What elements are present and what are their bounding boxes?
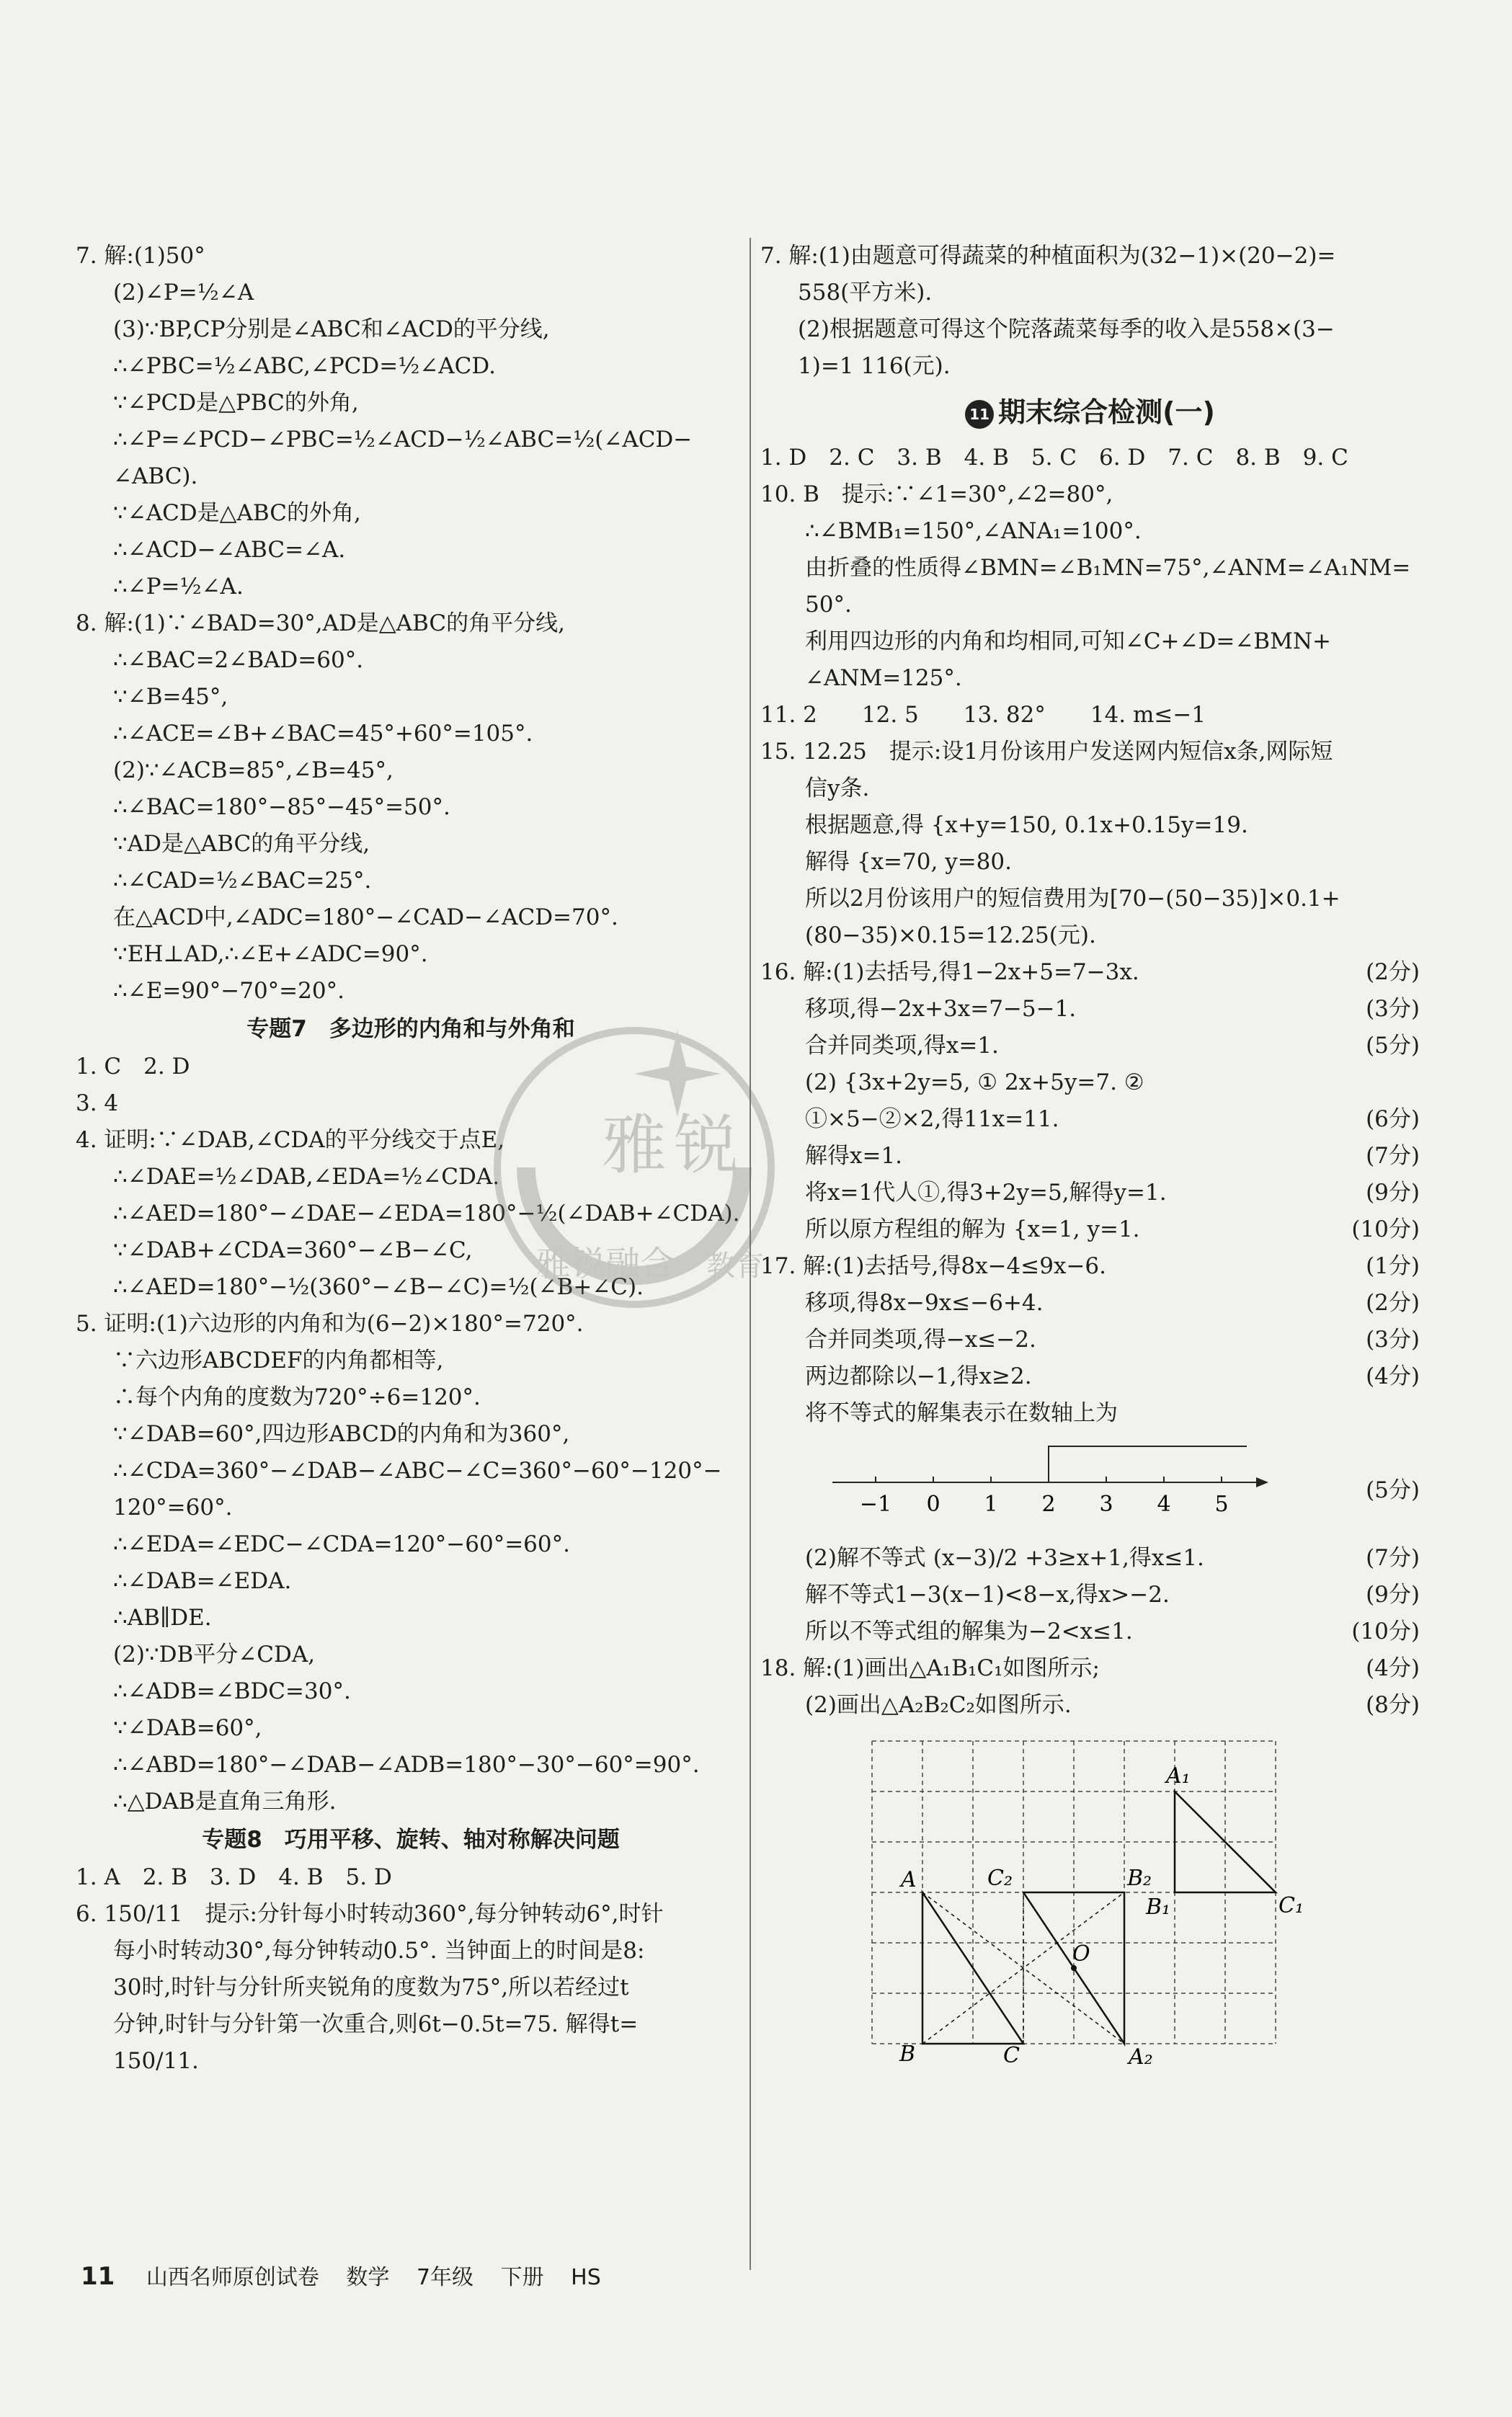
answer-text: 将x=1代人①,得3+2y=5,解得y=1. [805, 1180, 1167, 1206]
answer-text: 解得x=1. [805, 1143, 903, 1169]
score-mark: (8分) [1366, 1692, 1420, 1718]
answer-text: ∴∠AED=180°−∠DAE−∠EDA=180°−½(∠DAB+∠CDA). [113, 1201, 740, 1227]
answer-line [760, 770, 1420, 807]
volume-label: 下册 [500, 2265, 544, 2290]
score-mark: (7分) [1366, 1545, 1420, 1571]
answer-text: 558(平方米). [798, 280, 933, 306]
point-label: C₁ [1278, 1893, 1304, 1918]
watermark-text-4: 教育 [706, 1250, 764, 1283]
answer-text: ∵∠DAB+∠CDA=360°−∠B−∠C, [113, 1237, 473, 1263]
answer-line [76, 1896, 746, 1933]
answer-text: 所以原方程组的解为 {x=1, y=1. [805, 1216, 1140, 1242]
score-mark: (2分) [1366, 959, 1420, 985]
answer-text: 8. 解:(1)∵∠BAD=30°,AD是△ABC的角平分线, [76, 610, 565, 636]
answer-text: ∴∠DAB=∠EDA. [113, 1568, 292, 1594]
point-label: C [1003, 2043, 1020, 2068]
answer-line [760, 348, 1420, 385]
watermark-text-1: 雅 [602, 1108, 667, 1183]
point-label: B [899, 2042, 916, 2067]
answer-line [760, 440, 1420, 476]
watermark-text-2: 锐 [674, 1108, 739, 1183]
answer-line [760, 844, 1420, 881]
answer-text: ∴∠PBC=½∠ABC,∠PCD=½∠ACD. [113, 353, 496, 379]
section-title: 专题7 多边形的内角和与外角和 [246, 1016, 575, 1042]
answer-text: ∴△DAB是直角三角形. [113, 1789, 337, 1815]
number-line-figure [760, 1432, 1420, 1540]
answer-line [76, 569, 746, 605]
point-label: O [1072, 1941, 1090, 1967]
answer-text: 7. 解:(1)由题意可得蔬菜的种植面积为(32−1)×(20−2)= [760, 243, 1336, 269]
answer-text: 移项,得8x−9x≤−6+4. [805, 1290, 1044, 1316]
answer-text: 30时,时针与分针所夹锐角的度数为75°,所以若经过t [113, 1975, 629, 2000]
answer-line [76, 2006, 746, 2043]
answer-text: 50°. [805, 592, 852, 618]
answer-line [76, 495, 746, 532]
point-label: C₂ [987, 1866, 1013, 1891]
answer-text: ∴∠CDA=360°−∠DAB−∠ABC−∠C=360°−60°−120°− [113, 1458, 722, 1484]
answer-line [76, 1859, 746, 1896]
answer-line [760, 1138, 1420, 1175]
answer-text: 15. 12.25 提示:设1月份该用户发送网内短信x条,网际短 [760, 739, 1333, 765]
answer-text: 在△ACD中,∠ADC=180°−∠CAD−∠ACD=70°. [113, 904, 618, 930]
answer-line [76, 716, 746, 752]
answer-line [76, 1490, 746, 1526]
answer-text: ∴∠ACD−∠ABC=∠A. [113, 537, 346, 563]
answer-text: ∵∠DAB=60°, [113, 1715, 262, 1741]
number-line-tick-label: 5 [1214, 1492, 1229, 1517]
answer-line [76, 2043, 746, 2080]
number-line-tick-label: −1 [859, 1492, 892, 1517]
answer-text: 信y条. [805, 775, 870, 801]
answer-text: (2) {3x+2y=5, ① 2x+5y=7. ② [805, 1069, 1144, 1095]
score-mark: (4分) [1366, 1655, 1420, 1681]
answer-line [76, 422, 746, 458]
answer-text: 利用四边形的内角和均相同,可知∠C+∠D=∠BMN+ [805, 628, 1331, 654]
number-line-tick-label: 2 [1041, 1492, 1056, 1517]
answer-line [76, 311, 746, 348]
right-column [760, 238, 1420, 2070]
section-number-badge: 11 [965, 400, 994, 429]
answer-line [760, 1613, 1420, 1650]
score-mark: (5分) [1366, 1033, 1420, 1059]
answer-text: 分钟,时针与分针第一次重合,则6t−0.5t=75. 解得t= [113, 2011, 639, 2037]
answer-line [76, 532, 746, 569]
score-mark: (1分) [1366, 1253, 1420, 1279]
answer-line [760, 1687, 1420, 1724]
number-line-tick-label: 3 [1099, 1492, 1113, 1517]
answer-text: 1. A 2. B 3. D 4. B 5. D [76, 1864, 392, 1890]
answer-text: 合并同类项,得x=1. [805, 1033, 999, 1059]
answer-text: 17. 解:(1)去括号,得8x−4≤9x−6. [760, 1253, 1106, 1279]
answer-line [76, 1600, 746, 1637]
answer-text: 11. 2 12. 5 13. 82° 14. m≤−1 [760, 702, 1206, 728]
answer-text: 3. 4 [76, 1090, 119, 1116]
answer-text: ∵六边形ABCDEF的内角都相等, [113, 1348, 444, 1374]
answer-line [760, 954, 1420, 991]
answer-text: 18. 解:(1)画出△A₁B₁C₁如图所示; [760, 1655, 1100, 1681]
answer-text: (2)∵∠ACB=85°,∠B=45°, [113, 757, 393, 783]
answer-line [76, 752, 746, 789]
answer-text: 120°=60°. [113, 1495, 233, 1521]
answer-text: ∵∠PCD是△PBC的外角, [113, 390, 359, 416]
section-heading [76, 1820, 746, 1859]
score-mark: (10分) [1351, 1216, 1420, 1242]
answer-line [760, 917, 1420, 954]
answer-text: ∴∠P=½∠A. [113, 574, 244, 600]
answer-line [76, 1416, 746, 1453]
page-footer [81, 2259, 621, 2291]
answer-line [76, 1526, 746, 1563]
answer-text: 5. 证明:(1)六边形的内角和为(6−2)×180°=720°. [76, 1311, 584, 1337]
answer-text: ∴∠EDA=∠EDC−∠CDA=120°−60°=60°. [113, 1531, 570, 1557]
answer-text: 16. 解:(1)去括号,得1−2x+5=7−3x. [760, 959, 1139, 985]
answer-line [76, 385, 746, 422]
page-number: 11 [81, 2262, 115, 2291]
watermark-seal [461, 1002, 807, 1322]
answer-text: ∠ANM=125°. [805, 665, 962, 691]
answer-line [760, 550, 1420, 587]
number-line [832, 1432, 1279, 1540]
answer-line [760, 660, 1420, 697]
answer-line [76, 458, 746, 495]
answer-text: 解得 {x=70, y=80. [805, 849, 1012, 875]
section-title: 专题8 巧用平移、旋转、轴对称解决问题 [202, 1827, 620, 1853]
answer-line [760, 275, 1420, 311]
answer-text: (2)画出△A₂B₂C₂如图所示. [805, 1692, 1072, 1718]
answer-text: ∴∠BAC=180°−85°−45°=50°. [113, 794, 450, 820]
score-mark: (5分) [1366, 1477, 1420, 1503]
answer-line [760, 807, 1420, 844]
answer-text: 两边都除以−1,得x≥2. [805, 1363, 1032, 1389]
grade-label: 7年级 [416, 2265, 474, 2290]
answer-line [760, 1211, 1420, 1248]
answer-line [760, 734, 1420, 770]
answer-line [76, 899, 746, 936]
answer-line [760, 1175, 1420, 1211]
answer-text: 1. C 2. D [76, 1054, 190, 1080]
answer-line [760, 1101, 1420, 1138]
edition-label: HS [571, 2265, 601, 2290]
book-title: 山西名师原创试卷 [146, 2265, 319, 2290]
answer-text: ∴∠E=90°−70°=20°. [113, 978, 344, 1004]
answer-line [760, 1540, 1420, 1577]
answer-text: 150/11. [113, 2048, 199, 2074]
answer-line [76, 605, 746, 642]
number-line-tick-label: 1 [984, 1492, 998, 1517]
section-title: 期末综合检测(一) [998, 396, 1215, 428]
answer-line [760, 697, 1420, 734]
point-label: A₂ [1129, 2044, 1153, 2070]
answer-text: 合并同类项,得−x≤−2. [805, 1327, 1036, 1353]
watermark-text-3: 雅锐融合 [535, 1244, 675, 1284]
subject-label: 数学 [346, 2265, 390, 2290]
answer-text: 由折叠的性质得∠BMN=∠B₁MN=75°,∠ANM=∠A₁NM= [805, 555, 1411, 581]
answer-line [76, 1673, 746, 1710]
point-label: B₂ [1127, 1866, 1152, 1891]
answer-line [760, 311, 1420, 348]
answer-line [76, 936, 746, 973]
answer-text: ∴∠AED=180°−½(360°−∠B−∠C)=½(∠B+∠C). [113, 1274, 644, 1300]
point-label: B₁ [1146, 1895, 1171, 1920]
answer-text: ∴∠ADB=∠BDC=30°. [113, 1678, 351, 1704]
answer-line [760, 587, 1420, 623]
answer-line [76, 1933, 746, 1969]
answer-line [76, 1563, 746, 1600]
answer-text: ∵∠B=45°, [113, 684, 228, 710]
answer-text: ∵EH⊥AD,∴∠E+∠ADC=90°. [113, 941, 428, 967]
answer-line [76, 863, 746, 899]
answer-line [76, 1710, 746, 1747]
answer-line [760, 881, 1420, 917]
number-line-tick-label: 4 [1157, 1492, 1171, 1517]
answer-line [76, 642, 746, 679]
answer-text: ∵AD是△ABC的角平分线, [113, 831, 370, 857]
answer-line [76, 1343, 746, 1379]
axis-arrow-icon [1256, 1477, 1268, 1487]
answer-text: (80−35)×0.15=12.25(元). [805, 922, 1096, 948]
answer-line [76, 1379, 746, 1416]
point-label: A [901, 1867, 917, 1892]
answer-text: ∴∠P=∠PCD−∠PBC=½∠ACD−½∠ABC=½(∠ACD− [113, 427, 693, 453]
answer-line [760, 1577, 1420, 1613]
answer-text: 4. 证明:∵∠DAB,∠CDA的平分线交于点E, [76, 1127, 505, 1153]
number-line-tick-label: 0 [926, 1492, 940, 1517]
score-mark: (9分) [1366, 1180, 1420, 1206]
solution-set-marker [1049, 1446, 1247, 1482]
answer-line [76, 1637, 746, 1673]
answer-text: 10. B 提示:∵∠1=30°,∠2=80°, [760, 481, 1113, 507]
answer-line [760, 1064, 1420, 1101]
answer-text: 移项,得−2x+3x=7−5−1. [805, 996, 1077, 1022]
answer-line [760, 513, 1420, 550]
answer-text: ∴每个内角的度数为720°÷6=120°. [113, 1384, 481, 1410]
answer-text: ∴∠DAE=½∠DAB,∠EDA=½∠CDA. [113, 1164, 500, 1190]
answer-line [76, 1747, 746, 1784]
point-label: A₁ [1166, 1763, 1191, 1789]
answer-line [760, 991, 1420, 1028]
answer-line [760, 1248, 1420, 1285]
answer-text: 7. 解:(1)50° [76, 243, 205, 269]
answer-line [760, 1028, 1420, 1064]
answer-line [76, 679, 746, 716]
answer-line [760, 1285, 1420, 1322]
answer-text: 1)=1 116(元). [798, 353, 951, 379]
score-mark: (10分) [1351, 1619, 1420, 1644]
answer-line [76, 238, 746, 275]
answer-text: ∴AB∥DE. [113, 1605, 212, 1631]
answer-line [76, 826, 746, 863]
answer-text: ∴∠ABD=180°−∠DAB−∠ADB=180°−30°−60°=90°. [113, 1752, 700, 1778]
score-mark: (9分) [1366, 1582, 1420, 1608]
section-heading [760, 385, 1420, 440]
score-mark: (2分) [1366, 1290, 1420, 1316]
answer-line [760, 1650, 1420, 1687]
answer-text: 每小时转动30°,每分钟转动0.5°. 当钟面上的时间是8: [113, 1938, 645, 1964]
answer-text: (2)∵DB平分∠CDA, [113, 1642, 316, 1668]
answer-line [760, 1322, 1420, 1358]
answer-text: 解不等式1−3(x−1)<8−x,得x>−2. [805, 1582, 1170, 1608]
answer-line [76, 275, 746, 311]
score-mark: (7分) [1366, 1143, 1420, 1169]
answer-text: 6. 150/11 提示:分针每小时转动360°,每分钟转动6°,时针 [76, 1901, 664, 1927]
answer-text: ∠ABC). [113, 463, 198, 489]
answer-text: (2)∠P=½∠A [113, 280, 254, 306]
answer-text: 所以不等式组的解集为−2<x≤1. [805, 1619, 1133, 1644]
score-mark: (3分) [1366, 1327, 1420, 1353]
answer-text: (2)解不等式 (x−3)/2 +3≥x+1,得x≤1. [805, 1545, 1204, 1571]
answer-line [76, 789, 746, 826]
answer-line [76, 348, 746, 385]
answer-line [76, 1969, 746, 2006]
answer-text: 根据题意,得 {x+y=150, 0.1x+0.15y=19. [805, 812, 1248, 838]
answer-line [760, 1358, 1420, 1395]
answer-text: ①×5−②×2,得11x=11. [805, 1106, 1059, 1132]
answer-text: 1. D 2. C 3. B 4. B 5. C 6. D 7. C 8. B 9. C [760, 445, 1348, 471]
answer-text: 所以2月份该用户的短信费用为[70−(50−35)]×0.1+ [805, 886, 1340, 912]
answer-text: ∵∠ACD是△ABC的外角, [113, 500, 361, 526]
answer-line [76, 1784, 746, 1820]
answer-line [760, 476, 1420, 513]
score-mark: (3分) [1366, 996, 1420, 1022]
answer-text: 将不等式的解集表示在数轴上为 [805, 1400, 1118, 1426]
answer-text: ∴∠ACE=∠B+∠BAC=45°+60°=105°. [113, 721, 533, 747]
answer-line [760, 1395, 1420, 1432]
answer-text: ∵∠DAB=60°,四边形ABCD的内角和为360°, [113, 1421, 570, 1447]
transformation-grid-figure [760, 1734, 1420, 2070]
answer-line [760, 238, 1420, 275]
answer-text: ∴∠CAD=½∠BAC=25°. [113, 868, 372, 894]
answer-line [760, 623, 1420, 660]
answer-text: ∴∠BMB₁=150°,∠ANA₁=100°. [805, 518, 1142, 544]
score-mark: (6分) [1366, 1106, 1420, 1132]
answer-text: (2)根据题意可得这个院落蔬菜每季的收入是558×(3− [798, 316, 1335, 342]
answer-text: ∴∠BAC=2∠BAD=60°. [113, 647, 364, 673]
score-mark: (4分) [1366, 1363, 1420, 1389]
grid-diagram [865, 1734, 1312, 2070]
answer-text: (3)∵BP,CP分别是∠ABC和∠ACD的平分线, [113, 316, 550, 342]
answer-line [76, 1453, 746, 1490]
